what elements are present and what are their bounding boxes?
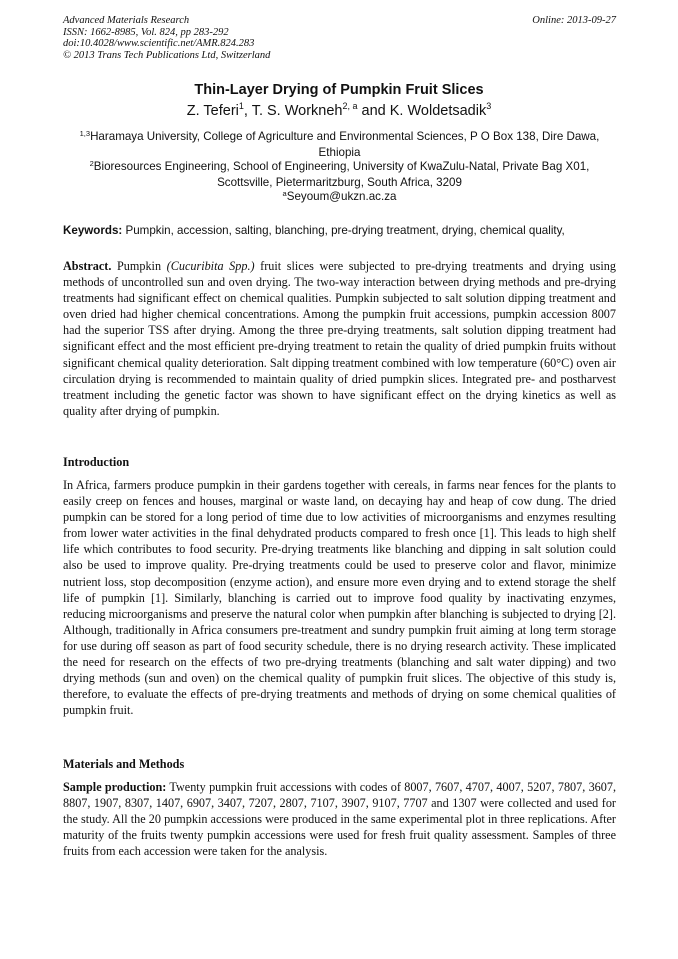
paper-title: Thin-Layer Drying of Pumpkin Fruit Slices (194, 82, 484, 98)
abstract-text: Pumpkin (111, 259, 167, 273)
methods-heading: Materials and Methods (63, 757, 185, 771)
journal-doi: doi:10.4028/www.scientific.net/AMR.824.283 (63, 38, 255, 49)
email-address[interactable]: Seyoum@ukzn.ac.za (286, 190, 397, 203)
abstract-label: Abstract. (63, 259, 112, 273)
affiliation-mark: 2 (89, 159, 94, 168)
introduction-paragraph: In Africa, farmers produce pumpkin in their gardens together with cereals, in farms near fences for the plants to easily creep on fences and houses, marginal or waste land, on decaying hay and heap of cow dung. The dried pumpkin can be stored for a long period of time due to low activities of microorganisms and enzymes resulting from lower water activities in the final dehydrated products compared to fresh once [1]. This leads to high shelf life which contributes to food security. Pre-drying treatments like blanching and dipping in salt solution could also be used to improve quality. Pre-drying treatments could be used to preserve color and flavor, minimize nutrient loss, stop decomposition (enzyme action), and ensure more even drying and to extend storage the shelf life of pumpkin [1]. Similarly, blanching is carried out to improve food quality by inactivating enzymes, reducing microorganisms and preserve the natural color when pumpkin after blanching is subjected to drying [2]. Although, traditionally in Africa consumers pre-treatment and sundry pumpkin fruit aiming at long term storage for use during off season as part of food security schedule, there is no drying research activity. These implicated the need for research on the effects of two pre-drying treatments (blanching and salt water dipping) and two drying methods (sun and oven) on the chemical quality of pumpkin fruit slices. The objective of this study is, therefore, to evaluate the effects of pre-drying treatments and methods of drying on some chemical qualities of pumpkin fruit. (63, 478, 616, 718)
author-affiliation-mark: 2, a (342, 101, 358, 111)
affiliation-1 (63, 129, 616, 160)
corresponding-email (63, 189, 616, 205)
journal-name: Advanced Materials Research (63, 15, 190, 26)
email-mark: a (282, 189, 287, 198)
affiliation-text: Bioresources Engineering, School of Engineering, University of KwaZulu-Natal, Private Bag X01, Scottsville, Pietermaritzburg, South Africa, 3209 (93, 160, 590, 189)
journal-header (63, 15, 616, 61)
abstract-paragraph (63, 258, 616, 419)
sample-production-paragraph (63, 779, 616, 859)
author-separator: , (243, 103, 252, 119)
abstract-text: fruit slices were subjected to pre-drying treatments and drying using methods of uncontrolled sun and oven drying. The two-way interaction between drying methods and pre-drying treatments had significant effect on chemical qualities. Pumpkin subjected to salt solution dipping treatment and oven dried had higher chemical concentrations. Among the pumpkin fruit accessions, pumpkin accession 8007 had the superior TSS after drying. Among the three pre-drying treatments, salt solution dipping treatment had significant effect and the most efficient pre-drying treatment to retain the quality of dried pumpkin fruits without significant chemical quality deterioration. Salt dipping treatment combined with low temperature (60°C) oven air circulation drying is recommended to maintain quality of dried pumpkin slices. Integrated pre- and postharvest treatment including the genetic factor was shown to have significant effect on the drying kinetics as well as quality after drying of pumpkin. (63, 259, 616, 418)
introduction-heading: Introduction (63, 455, 130, 469)
author-affiliation-mark: 3 (486, 101, 492, 111)
keywords-label: Keywords: (63, 224, 123, 237)
sample-production-text: Twenty pumpkin fruit accessions with codes of 8007, 7607, 4707, 4007, 5207, 7807, 3607, 8807, 1907, 8307, 1407, 6907, 3407, 7207, 2807, 7107, 3907, 9107, 7707 and 1307 were collected and used for the study. All the 20 pumpkin accessions were produced in the same experimental plot in three replications. After maturity of the fruits twenty pumpkin accessions were used for fresh fruit quality assessment. Samples of three fruits from each accession were taken for the analysis. (63, 780, 617, 859)
keywords-text: Pumpkin, accession, salting, blanching, pre-drying treatment, drying, chemical quality, (122, 224, 565, 237)
species-name: (Cucuribita Spp.) (166, 259, 255, 273)
author-name: K. Woldetsadik (389, 103, 487, 119)
author-name: T. S. Workneh (251, 103, 343, 119)
affiliation-2 (63, 159, 616, 190)
affiliation-mark: 1,3 (79, 129, 91, 138)
sample-production-label: Sample production: (63, 780, 167, 794)
author-affiliation-mark: 1 (238, 101, 244, 111)
journal-issn: ISSN: 1662-8985, Vol. 824, pp 283-292 (63, 26, 229, 38)
author-list (0, 103, 678, 119)
author-name: Z. Teferi (186, 103, 239, 119)
affiliation-text: Haramaya University, College of Agriculture and Environmental Sciences, P O Box 138, Dire Dawa, Ethiopia (90, 130, 600, 159)
keywords-line (63, 224, 623, 237)
online-date: Online: 2013-09-27 (532, 15, 616, 26)
journal-copyright: © 2013 Trans Tech Publications Ltd, Switzerland (63, 49, 271, 61)
author-separator: and (357, 103, 390, 119)
